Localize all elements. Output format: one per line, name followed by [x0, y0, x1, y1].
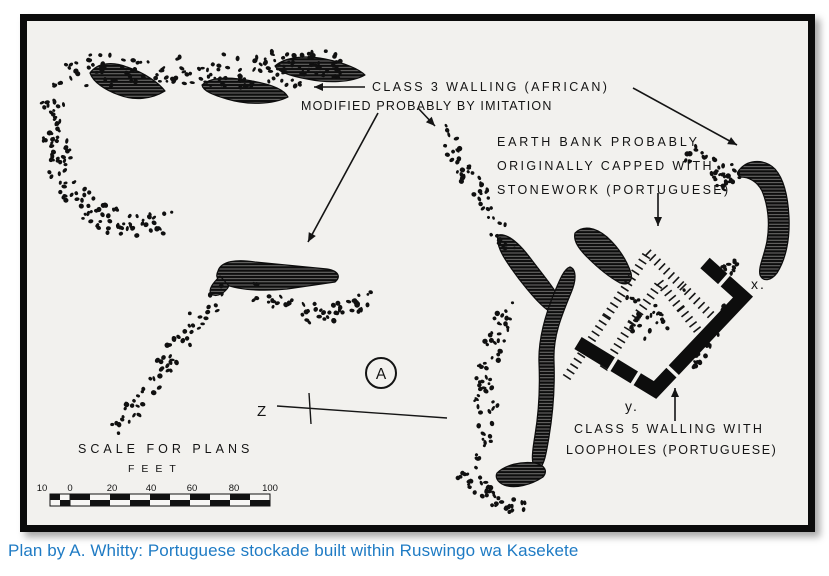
scale-unit-label: FEET: [128, 463, 183, 475]
marker-a-label: A: [375, 366, 387, 383]
marker-y-label: y.: [625, 398, 639, 414]
scale-tick-80: 80: [228, 483, 240, 494]
image-caption: Plan by A. Whitty: Portuguese stockade built within Ruswingo wa Kasekete: [8, 541, 579, 560]
earth-bank-text-line1: EARTH BANK PROBABLY: [497, 135, 700, 149]
marker-x-label: x.: [751, 276, 766, 292]
annotation-earth-bank: [497, 135, 731, 197]
scale-tick-100: 100: [262, 483, 278, 494]
class5-text-line1: CLASS 5 WALLING WITH: [574, 422, 765, 436]
scale-tick-0: 0: [67, 483, 73, 494]
scanned-plan-image: [20, 14, 815, 532]
class5-text-line2: LOOPHOLES (PORTUGUESE): [566, 443, 778, 457]
annotation-class5: [566, 422, 777, 457]
class3-text-line2: MODIFIED PROBABLY BY IMITATION: [301, 99, 553, 113]
plan-drawing: [27, 21, 808, 525]
scale-tick-60: 60: [186, 483, 198, 494]
marker-z-label: Z: [257, 403, 267, 420]
earth-bank-text-line2: ORIGINALLY CAPPED WITH: [497, 159, 714, 173]
earth-bank-text-line3: STONEWORK (PORTUGUESE): [497, 183, 731, 197]
scale-tick-20: 20: [106, 483, 118, 494]
class3-text-line1: CLASS 3 WALLING (AFRICAN): [372, 80, 610, 94]
scale-for-plans: [37, 442, 278, 506]
annotation-class3: [301, 80, 609, 113]
circle-a-marker: [366, 358, 396, 388]
scale-tick-numbers: [37, 483, 278, 494]
scale-tick-40: 40: [145, 483, 157, 494]
scale-tick-10: 10: [36, 483, 48, 494]
section-line-z: [277, 393, 447, 424]
scale-title: SCALE FOR PLANS: [78, 442, 254, 456]
scale-bar: [50, 494, 270, 506]
